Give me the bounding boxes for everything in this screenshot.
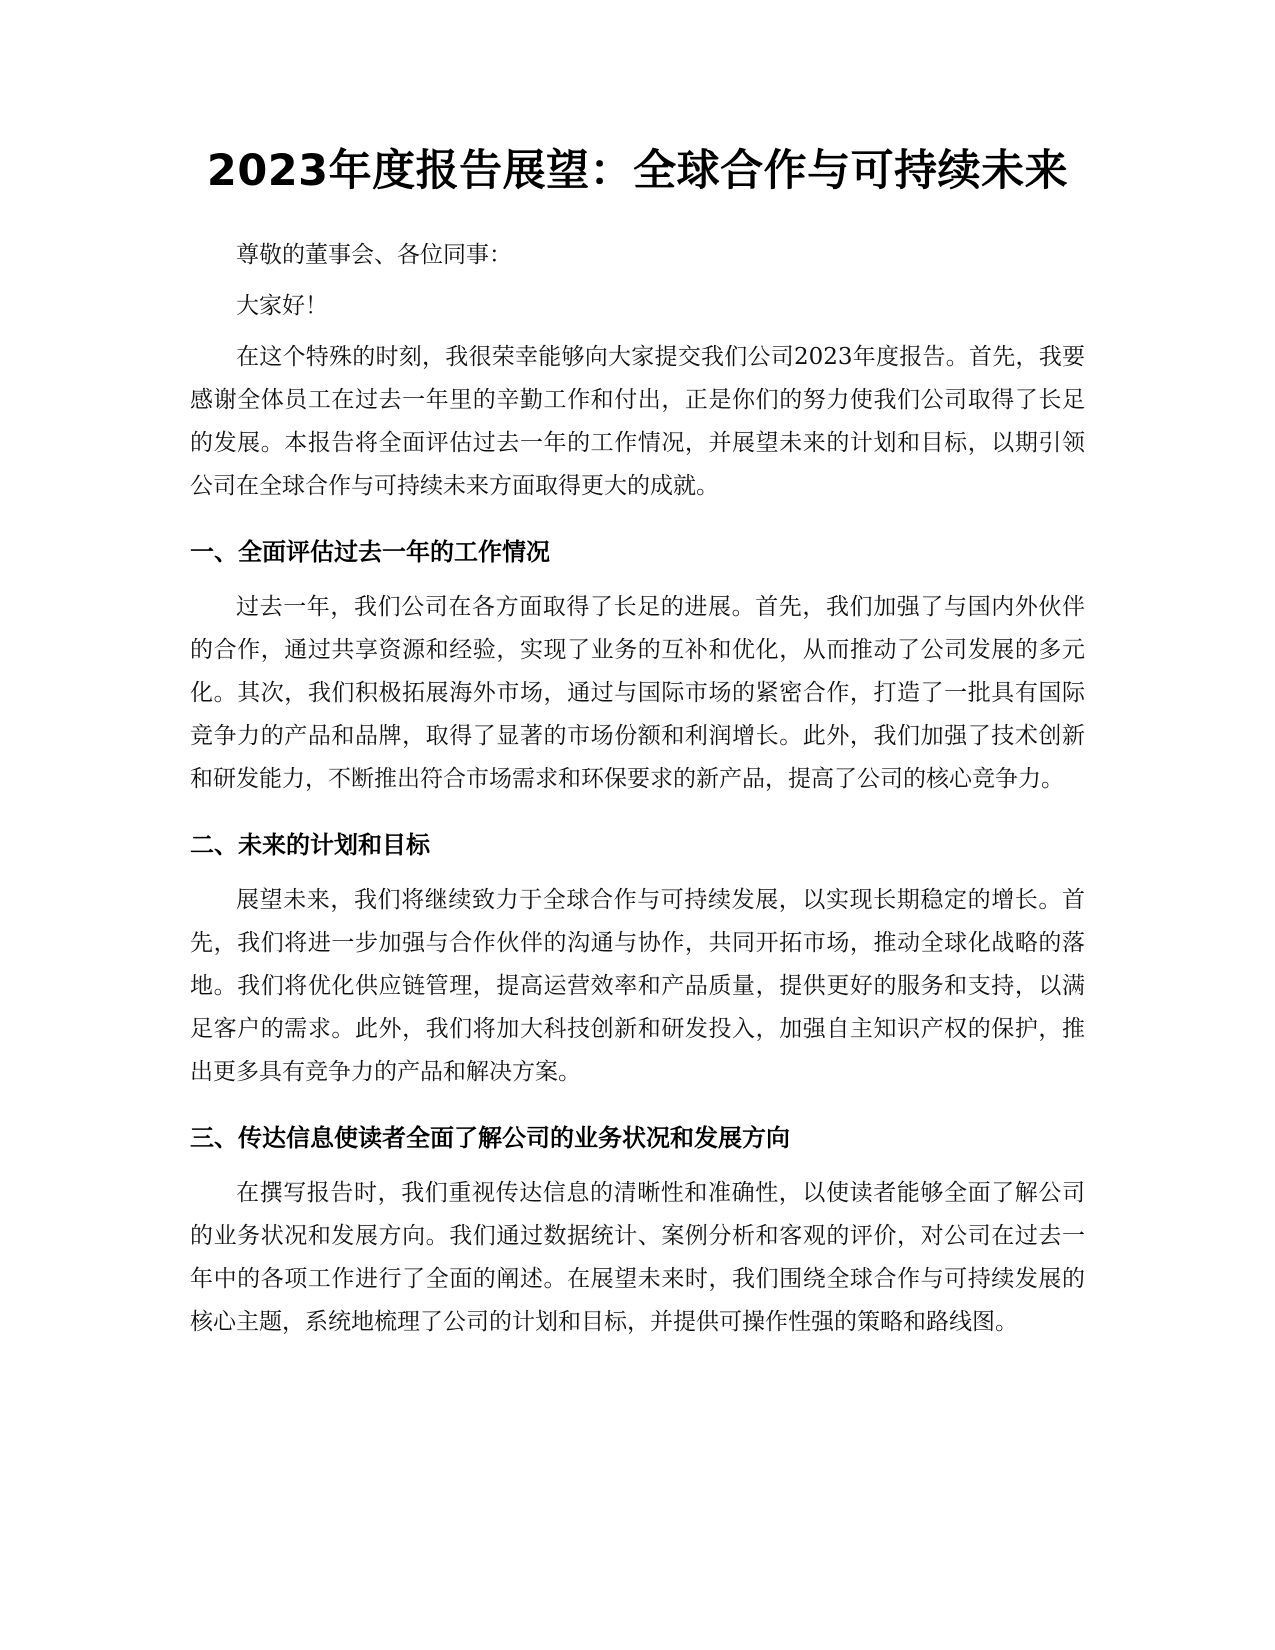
section-heading-1: 一、全面评估过去一年的工作情况 [190,538,550,566]
section-body-3: 在撰写报告时，我们重视传达信息的清晰性和准确性，以使读者能够全面了解公司的业务状况和发展方向。我们通过数据统计、案例分析和客观的评价，对公司在过去一年中的各项工作进行了全面的阐述。在展望未来时，我们围绕全球合作与可持续发展的核心主题，系统地梳理了公司的计划和目标，并提供可操作性强的策略和路线图。 [190,1180,1085,1335]
intro-paragraph: 在这个特殊的时刻，我很荣幸能够向大家提交我们公司2023年度报告。首先，我要感谢全体员工在过去一年里的辛勤工作和付出，正是你们的努力使我们公司取得了长足的发展。本报告将全面评估过去一年的工作情况，并展望未来的计划和目标，以期引领公司在全球合作与可持续未来方面取得更大的成就。 [190,344,1085,499]
salutation: 尊敬的董事会、各位同事： [236,242,512,268]
section-body-1: 过去一年，我们公司在各方面取得了长足的进展。首先，我们加强了与国内外伙伴的合作，通过共享资源和经验，实现了业务的互补和优化，从而推动了公司发展的多元化。其次，我们积极拓展海外市场，通过与国际市场的紧密合作，打造了一批具有国际竞争力的产品和品牌，取得了显著的市场份额和利润增长。此外，我们加强了技术创新和研发能力，不断推出符合市场需求和环保要求的新产品，提高了公司的核心竞争力。 [190,594,1085,792]
document-title: 2023年度报告展望：全球合作与可持续未来 [206,146,1069,196]
section-body-2: 展望未来，我们将继续致力于全球合作与可持续发展，以实现长期稳定的增长。首先，我们将进一步加强与合作伙伴的沟通与协作，共同开拓市场，推动全球化战略的落地。我们将优化供应链管理，提高运营效率和产品质量，提供更好的服务和支持，以满足客户的需求。此外，我们将加大科技创新和研发投入，加强自主知识产权的保护，推出更多具有竞争力的产品和解决方案。 [190,887,1085,1085]
section-heading-2: 二、未来的计划和目标 [190,831,430,859]
section-heading-3: 三、传达信息使读者全面了解公司的业务状况和发展方向 [190,1124,790,1152]
greeting: 大家好！ [236,293,328,319]
